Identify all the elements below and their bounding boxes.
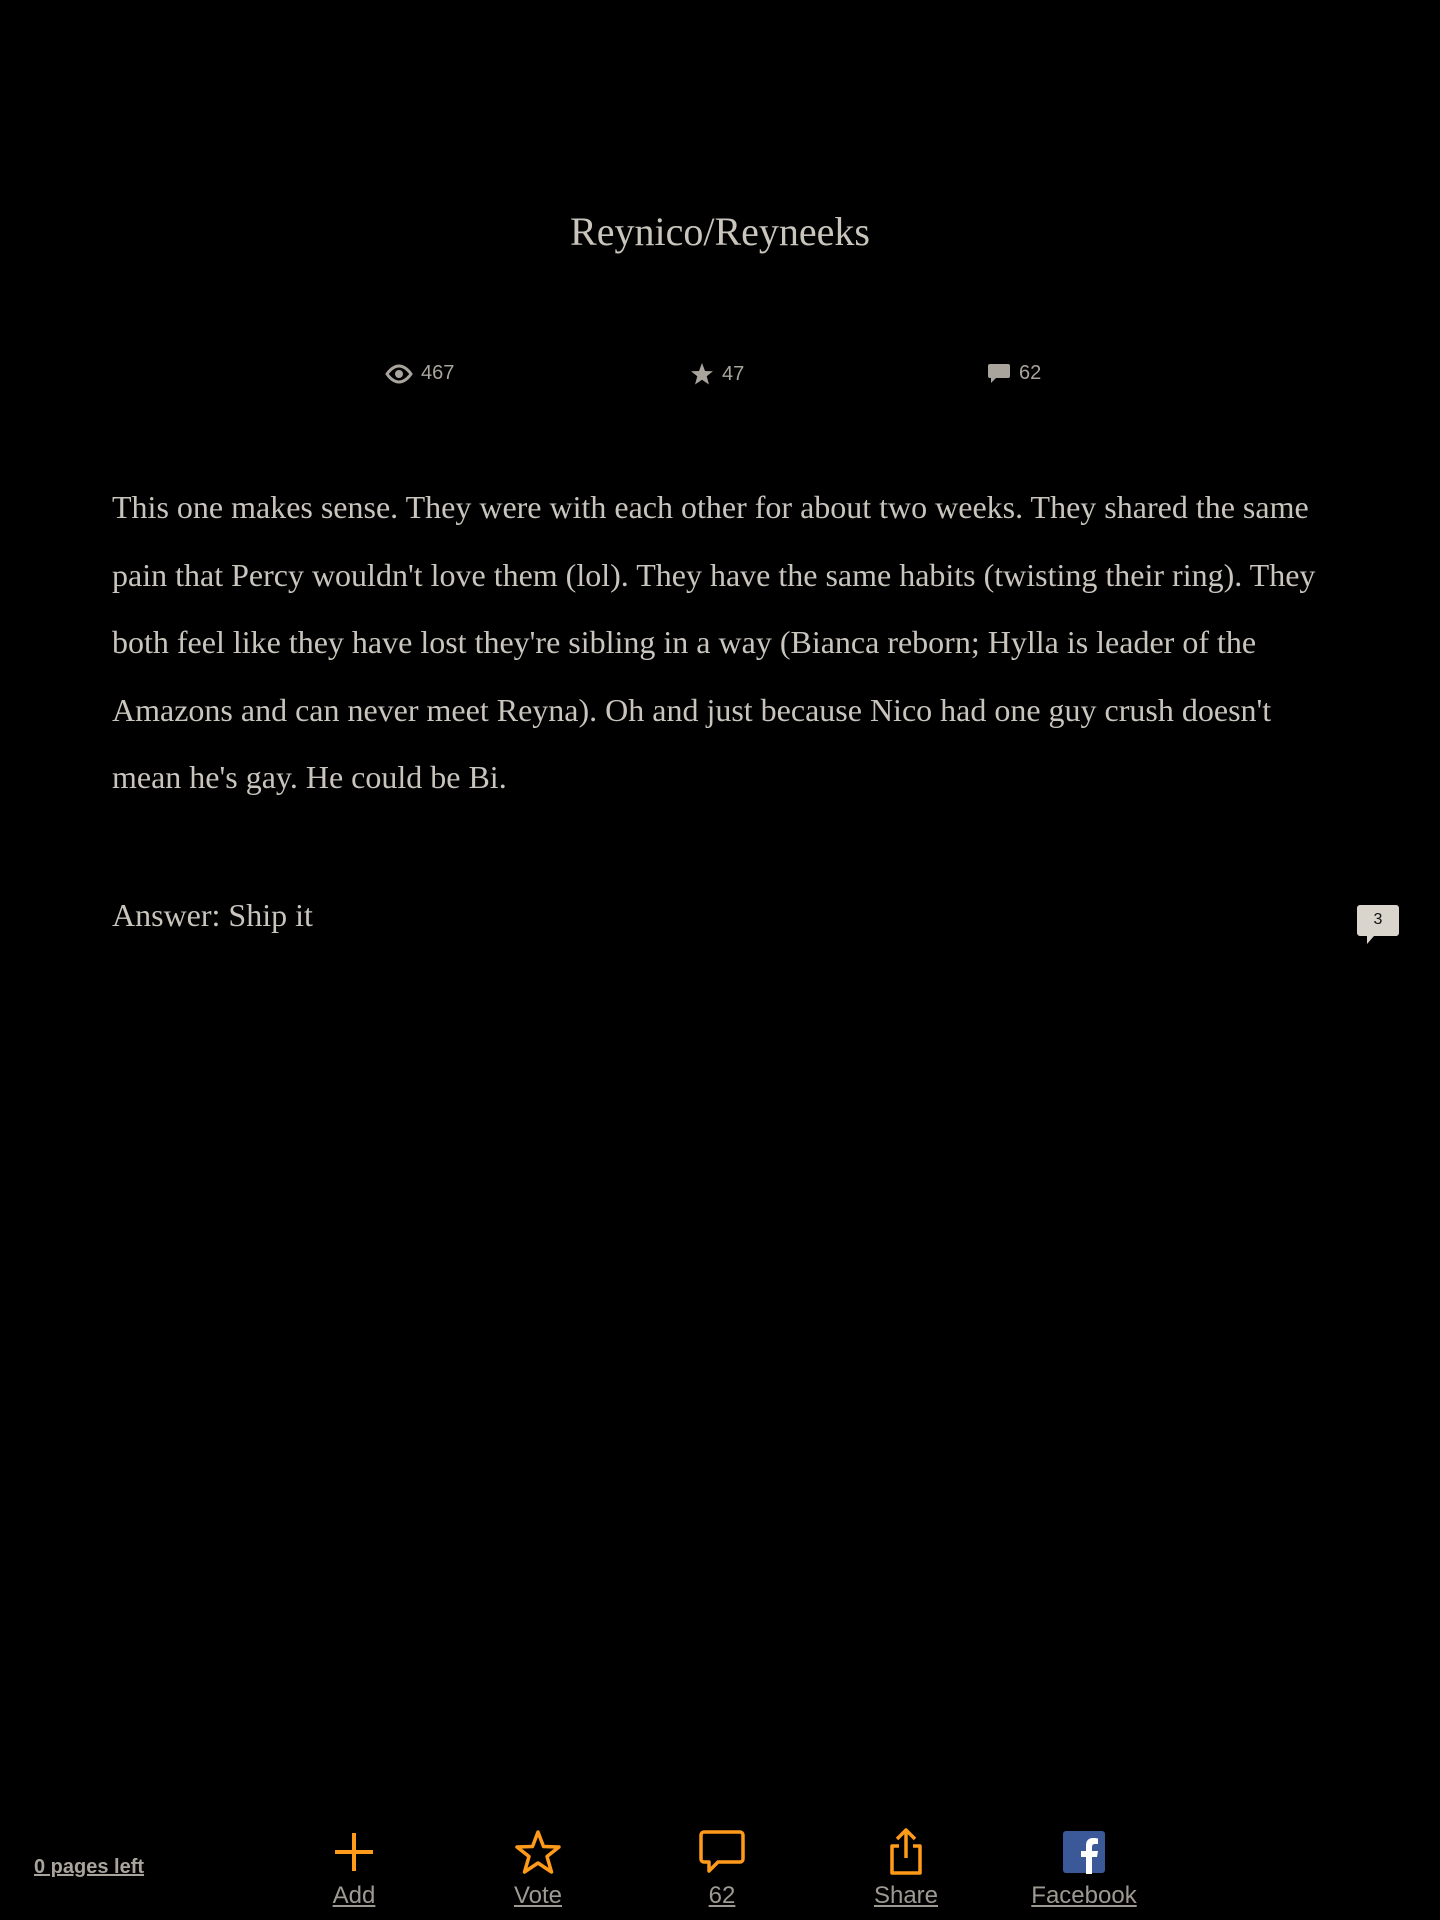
share-label: Share: [873, 1882, 939, 1909]
reads-count: 467: [421, 362, 455, 384]
story-answer: Answer: Ship it: [112, 897, 313, 933]
vote-button[interactable]: [468, 1810, 608, 1910]
votes-stat: [690, 362, 744, 386]
story-stats: [0, 362, 1440, 392]
share-button[interactable]: [836, 1810, 976, 1910]
comments-label: 62: [708, 1882, 736, 1909]
facebook-label: Facebook: [1031, 1882, 1137, 1909]
bottom-action-bar: [0, 1810, 1440, 1920]
pages-left-link[interactable]: 0 pages left: [34, 1856, 145, 1878]
star-icon: [690, 362, 714, 386]
comments-stat: [987, 362, 1041, 385]
reads-stat: [385, 362, 454, 385]
votes-count: 47: [722, 362, 745, 385]
story-paragraph: This one makes sense. They were with each other for about two weeks. They shared the same pain that Percy wouldn't love them (lol). They have the same habits (twisting their ring). They both feel like they have lost they're sibling in a way (Bianca reborn; Hylla is leader of the Amazons and can never meet Reyna). Oh and just because Nico had one guy crush doesn't mean he's gay. He could be Bi.: [112, 489, 1316, 795]
inline-comment-count: 3: [1373, 911, 1383, 928]
plus-icon: [284, 1826, 424, 1878]
facebook-button[interactable]: [1014, 1810, 1154, 1910]
eye-icon: [385, 364, 413, 384]
share-icon: [836, 1826, 976, 1878]
story-body: [112, 474, 1322, 812]
vote-label: Vote: [513, 1882, 563, 1909]
comments-count: 62: [1019, 362, 1042, 384]
add-label: Add: [332, 1882, 376, 1909]
inline-comment-button[interactable]: [1356, 904, 1400, 946]
star-outline-icon: [468, 1826, 608, 1878]
comment-outline-icon: [652, 1826, 792, 1878]
facebook-icon: [1014, 1826, 1154, 1878]
add-button[interactable]: [284, 1810, 424, 1910]
comments-button[interactable]: [652, 1810, 792, 1910]
comment-icon: [987, 363, 1011, 385]
story-title: Reynico/Reyneeks: [570, 209, 870, 254]
